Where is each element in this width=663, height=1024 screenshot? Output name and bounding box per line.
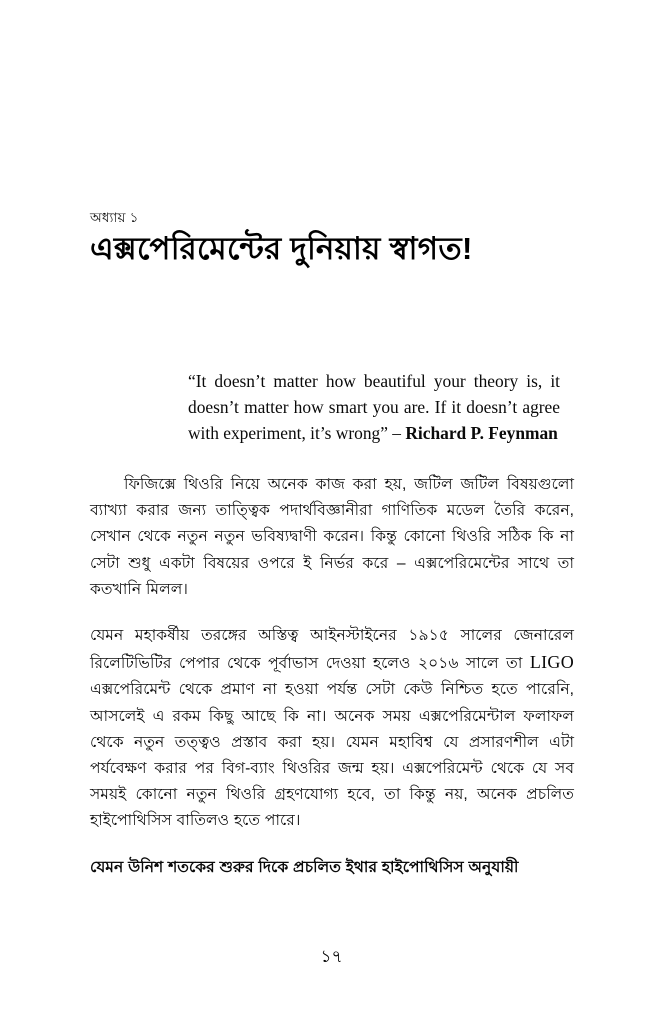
- chapter-label: অধ্যায় ১: [90, 210, 139, 225]
- body-text: [90, 472, 574, 881]
- paragraph-2: [90, 623, 574, 835]
- chapter-title: এক্সপেরিমেন্টের দুনিয়ায় স্বাগত!: [90, 230, 473, 266]
- quote-attribution: Richard P. Feynman: [405, 422, 558, 443]
- pull-quote: [188, 369, 560, 446]
- quote-text: “It doesn’t matter how beautiful your theory is, it doesn’t matter how smart you are. If it doesn’t agree with experiment, it’s wrong” –: [188, 371, 560, 443]
- paragraph-1: ফিজিক্সে থিওরি নিয়ে অনেক কাজ করা হয়, জটিল জটিল বিষয়গুলো ব্যাখ্যা করার জন্য তাত্ত্বিক পদার্থবিজ্ঞানীরা গাণিতিক মডেল তৈরি করেন, সেখান থেকে নতুন নতুন ভবিষ্যদ্বাণী করেন। কিন্তু কোনো থিওরি সঠিক কি না সেটা শুধু একটা বিষয়ের ওপরে ই নির্ভর করে – এক্সপেরিমেন্টের সাথে তা কতখানি মিলল।: [90, 476, 574, 598]
- paragraph-3: যেমন উনিশ শতকের শুরুর দিকে প্রচলিত ইথার হাইপোথিসিস অনুযায়ী: [90, 858, 519, 876]
- paragraph-2-text-before: যেমন মহাকর্ষীয় তরঙ্গের অস্তিত্ব আইনস্টাইনের ১৯১৫ সালের জেনারেল রিলেটিভিটির পেপার থেকে পূর্বাভাস দেওয়া হলেও ২০১৬ সালে তা: [90, 627, 574, 673]
- chapter-header: [90, 210, 573, 267]
- ligo-term: LIGO: [529, 652, 574, 673]
- page-number: ১৭: [320, 947, 343, 966]
- paragraph-2-text-after: এক্সপেরিমেন্ট থেকে প্রমাণ না হওয়া পর্যন্ত সেটা কেউ নিশ্চিত হতে পারেনি, আসলেই এ রকম কিছু আছে কি না। অনেক সময় এক্সপেরিমেন্টাল ফলাফল থেকে নতুন তত্ত্বও প্রস্তাব করা হয়। যেমন মহাবিশ্ব যে প্রসারণশীল এটা পর্যবেক্ষণ করার পর বিগ-ব্যাং থিওরির জন্ম হয়। এক্সপেরিমেন্ট থেকে যে সব সময়ই কোনো নতুন থিওরি গ্রহণযোগ্য হবে, তা কিন্তু নয়, অনেক প্রচলিত হাইপোথিসিস বাতিলও হতে পারে।: [90, 681, 574, 830]
